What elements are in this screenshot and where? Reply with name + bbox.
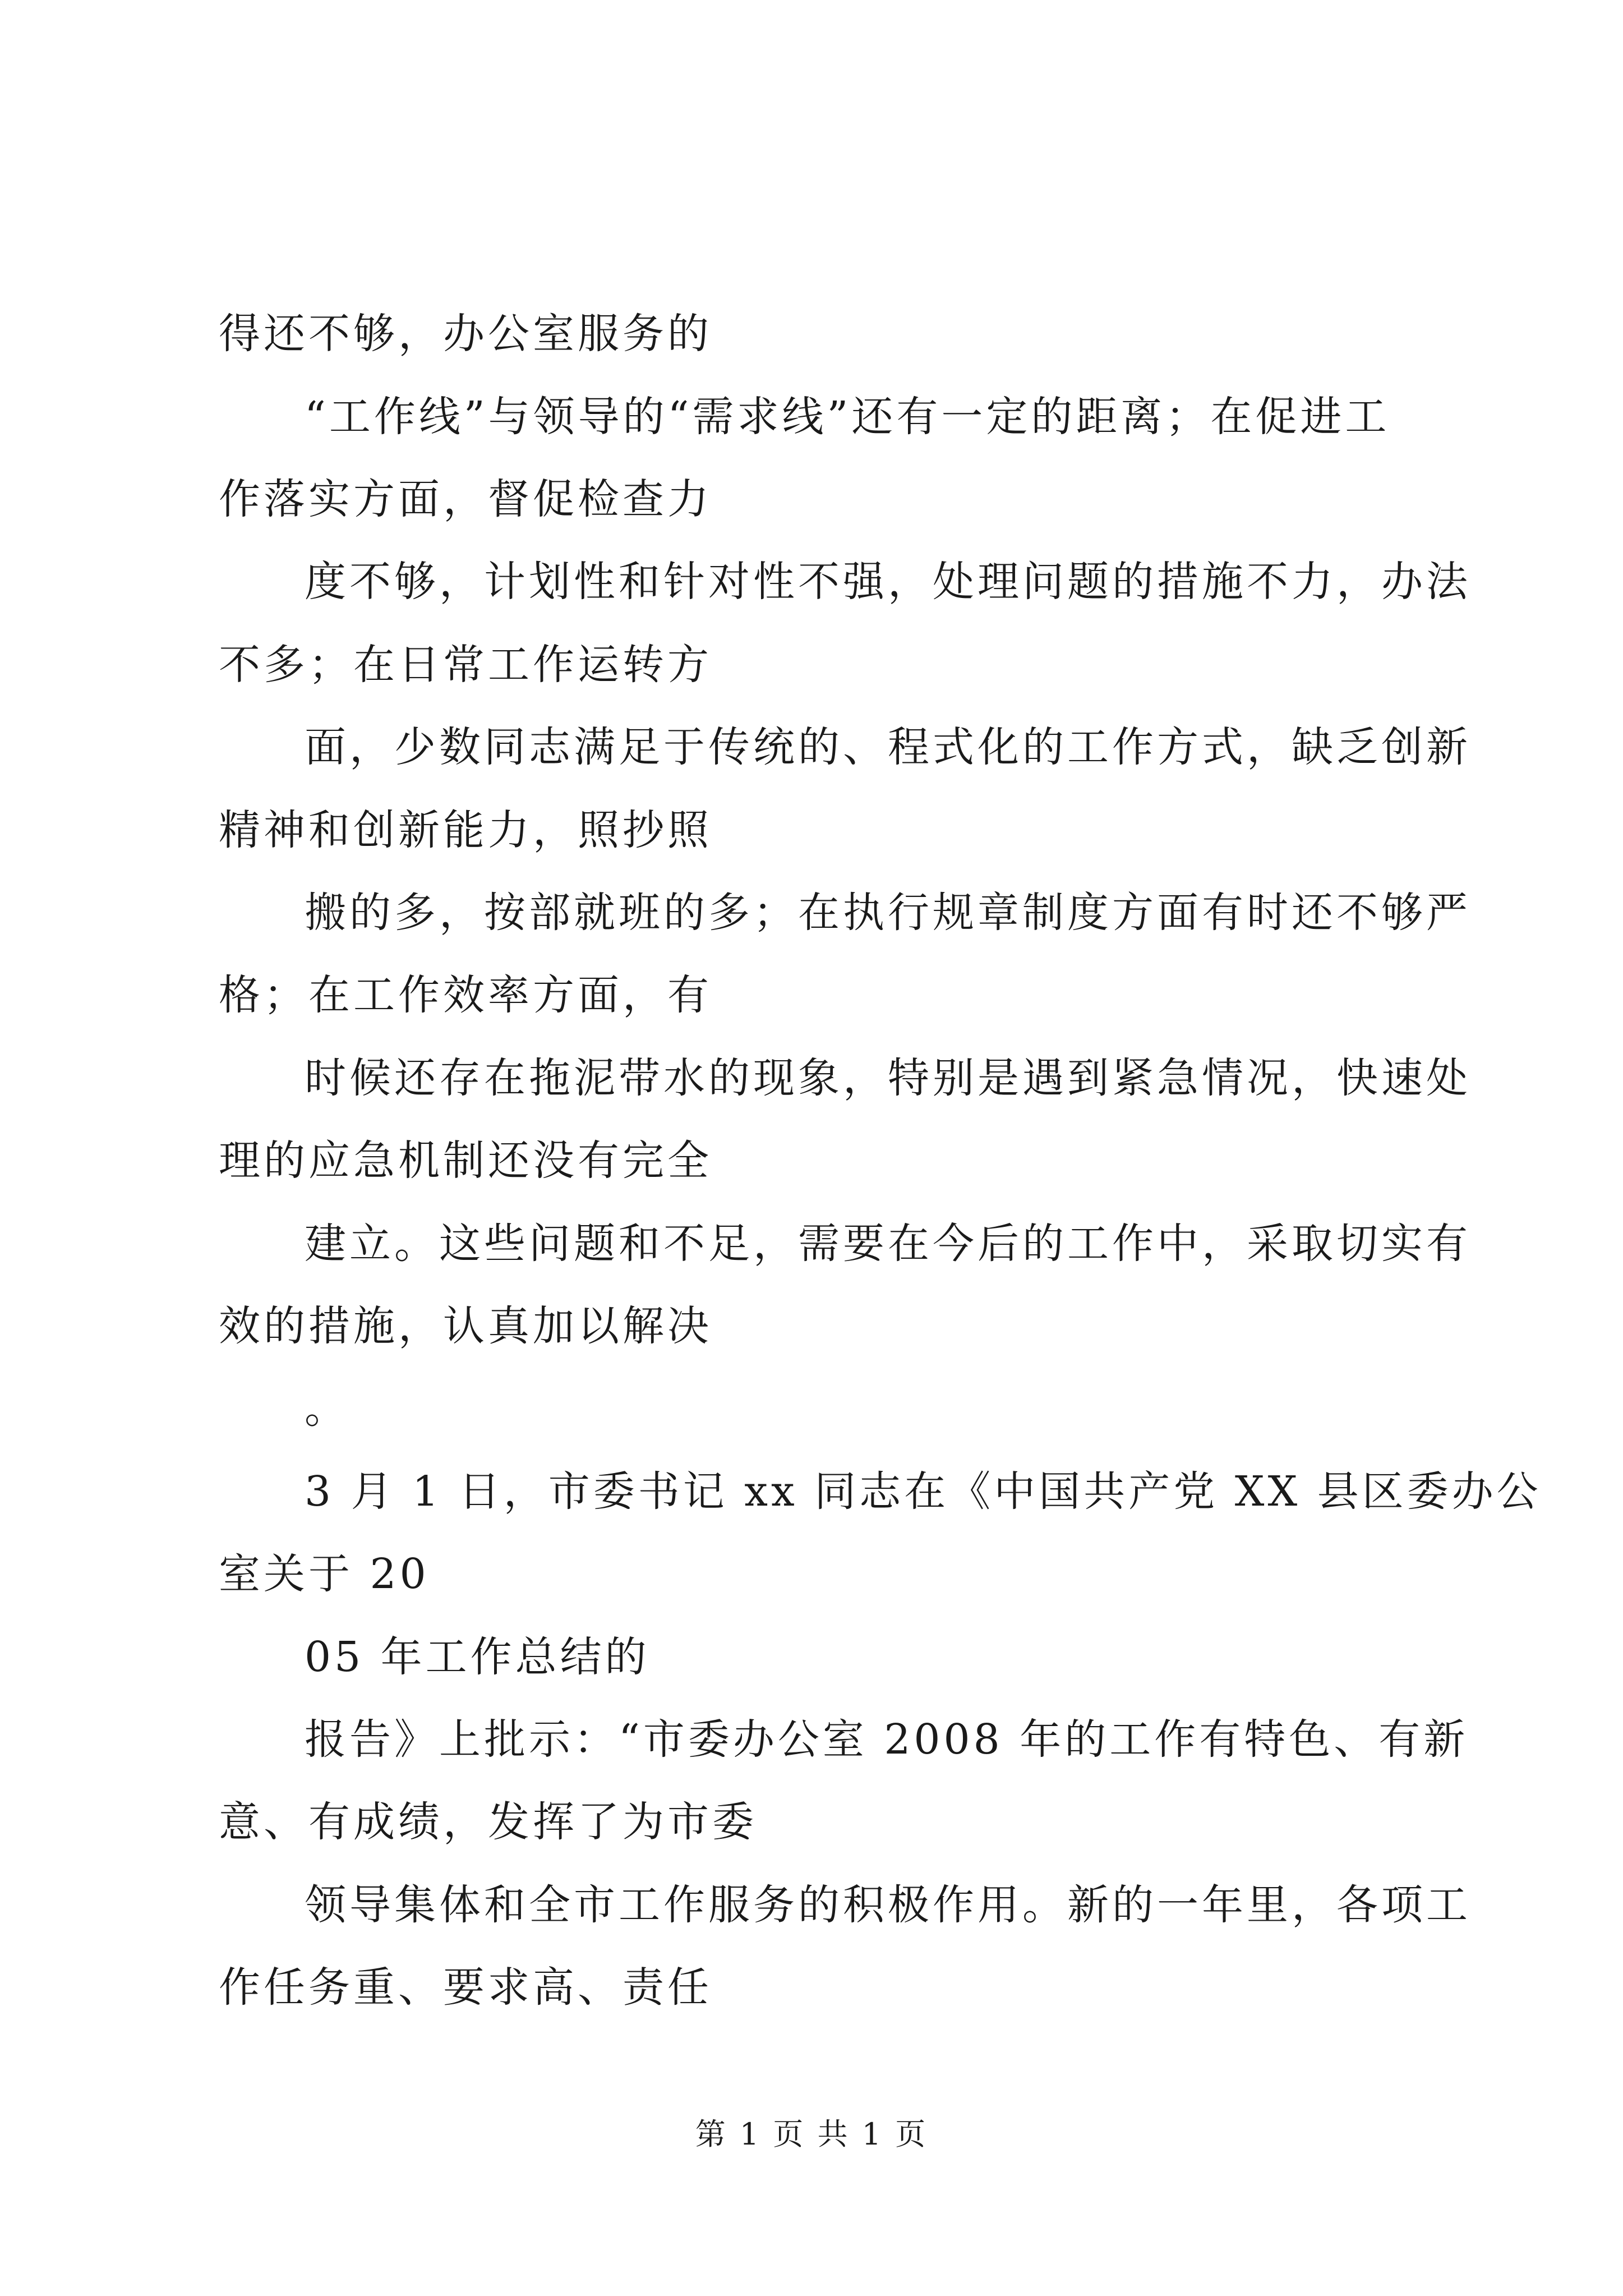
text-line: 意、有成绩，发挥了为市委	[219, 1798, 757, 1846]
text-line: 不多；在日常工作运转方	[219, 641, 712, 689]
text-line: 领导集体和全市工作服务的积极作用。新的一年里，各项工	[305, 1881, 1471, 1929]
text-line: “工作线”与领导的“需求线”还有一定的距离；在促进工	[305, 393, 1390, 441]
text-line: 作落实方面，督促检查力	[219, 475, 712, 523]
text-line: 格；在工作效率方面，有	[219, 971, 712, 1019]
text-line: 度不够，计划性和针对性不强，处理问题的措施不力，办法	[305, 558, 1471, 606]
text-line: 作任务重、要求高、责任	[219, 1963, 712, 2012]
text-line: 得还不够，办公室服务的	[219, 310, 712, 358]
text-line: 时候还存在拖泥带水的现象，特别是遇到紧急情况，快速处	[305, 1054, 1471, 1102]
text-line: 效的措施，认真加以解决	[219, 1302, 712, 1350]
text-line: 搬的多，按部就班的多；在执行规章制度方面有时还不够严	[305, 889, 1471, 937]
text-line: 05 年工作总结的	[305, 1633, 650, 1681]
text-line: 报告》上批示：“市委办公室 2008 年的工作有特色、有新	[305, 1715, 1469, 1764]
text-line: 建立。这些问题和不足，需要在今后的工作中，采取切实有	[305, 1220, 1471, 1268]
text-line: 面，少数同志满足于传统的、程式化的工作方式，缺乏创新	[305, 723, 1471, 771]
text-line: 精神和创新能力，照抄照	[219, 806, 712, 854]
text-line: 3 月 1 日，市委书记 xx 同志在《中国共产党 XX 县区委办公	[305, 1467, 1542, 1516]
page-footer: 第 1 页 共 1 页	[695, 2116, 928, 2152]
text-line: 理的应急机制还没有完全	[219, 1137, 712, 1185]
text-line: 室关于 20	[219, 1550, 430, 1598]
text-line: 。	[305, 1384, 349, 1433]
